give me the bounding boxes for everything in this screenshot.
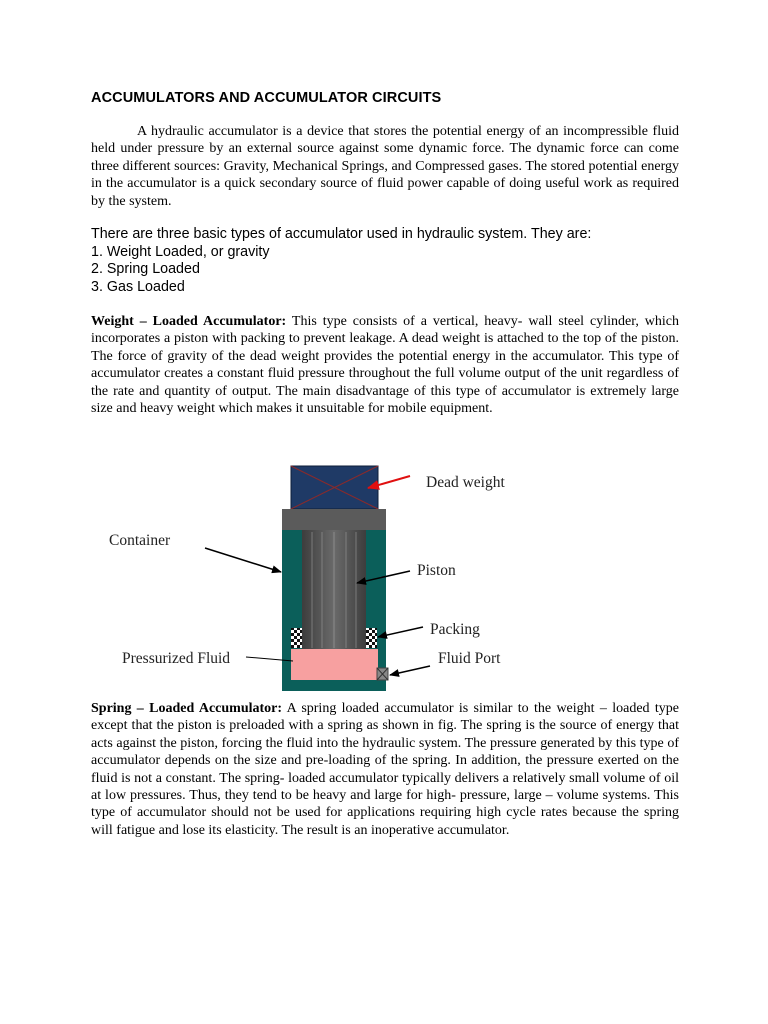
spring-loaded-heading: Spring – Loaded Accumulator: (91, 701, 283, 716)
fluid-port (377, 668, 388, 680)
type-item-weight: 1. Weight Loaded, or gravity (91, 243, 270, 260)
types-intro: There are three basic types of accumulator used in hydraulic system. They are: (91, 226, 592, 242)
label-fluid-port: Fluid Port (438, 650, 501, 667)
spring-loaded-paragraph (91, 700, 679, 839)
type-item-gas: 3. Gas Loaded (91, 278, 185, 295)
dead-weight-arrow (368, 476, 410, 488)
piston-rod (302, 530, 366, 649)
type-item-spring: 2. Spring Loaded (91, 261, 200, 277)
dead-weight-block (291, 466, 378, 509)
packing-left (291, 628, 302, 648)
page-title: ACCUMULATORS AND ACCUMULATOR CIRCUITS (91, 90, 442, 106)
weight-loaded-heading: Weight – Loaded Accumulator: (91, 314, 287, 329)
label-container: Container (109, 532, 171, 549)
accumulator-types (91, 226, 679, 296)
intro-paragraph: A hydraulic accumulator is a device that stores the potential energy of an incompressible fluid held under pressure by an external source against some dynamic force. The dynamic force can come three different sources: Gravity, Mechanical Springs, and Compressed gases. The stored potential energy in the accumulator is a quick secondary source of fluid power capable of doing useful work as required by the system. (91, 124, 679, 209)
label-pressurized-fluid: Pressurized Fluid (122, 650, 231, 667)
piston-arrow (357, 571, 410, 583)
label-packing: Packing (430, 621, 480, 638)
packing-right (366, 628, 377, 648)
pressurized-fluid-area (291, 649, 378, 680)
label-piston: Piston (417, 562, 456, 579)
label-dead-weight: Dead weight (426, 474, 505, 491)
container-arrow (205, 548, 281, 572)
spring-loaded-text: A spring loaded accumulator is similar to the weight – loaded type except that the piston is preloaded with a spring as shown in fig. The spring is the source of energy that acts against the piston, forcing the fluid into the hydraulic system. The pressure generated by this type of accumulator depends on the size and pre-loading of the spring. In addition, the pressure exerted on the fluid is not a constant. The spring- loaded accumulator typically delivers a relatively small volume of oil at low pressures. Thus, they tend to be heavy and large for high- pressure, large – volume systems. This type of accumulator should not be used for applications requiring high cycle rates because the spring will fatigue and lose its elasticity. The result is an inoperative accumulator. (91, 701, 680, 838)
fluid-port-arrow (390, 666, 430, 675)
packing-arrow (378, 627, 423, 637)
weight-loaded-paragraph (91, 313, 679, 417)
weight-loaded-text: This type consists of a vertical, heavy- wall steel cylinder, which incorporates a piston with packing to prevent leakage. A dead weight is attached to the top of the piston. The force of gravity of the dead weight provides the potential energy in the accumulator. This type of accumulator creates a constant fluid pressure throughout the full volume output of the unit regardless of the rate and quantity of output. The main disadvantage of this type of accumulator is extremely large size and heavy weight which makes it unsuitable for mobile equipment. (91, 314, 679, 417)
fluid-arrow (246, 657, 293, 661)
piston-cap (282, 509, 386, 530)
container-body (282, 530, 386, 691)
